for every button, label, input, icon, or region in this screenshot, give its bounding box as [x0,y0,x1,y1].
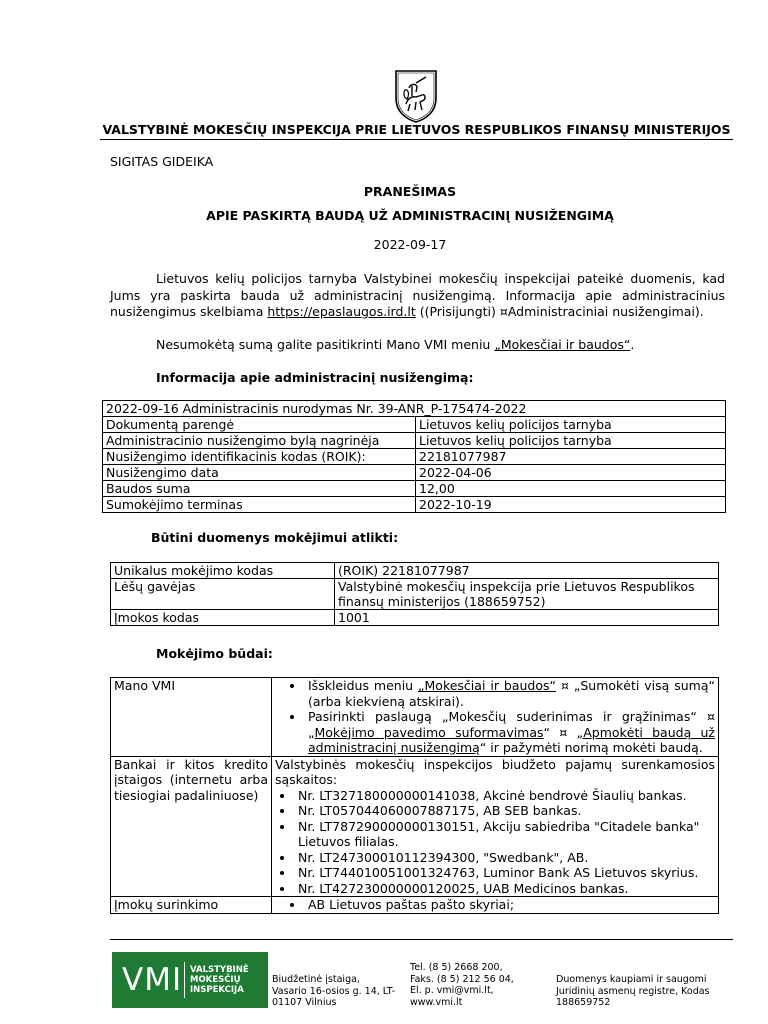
payment-heading: Būtini duomenys mokėjimui atlikti: [151,530,399,545]
epaslaugos-link[interactable]: https://epaslaugos.ird.lt [267,304,416,319]
intro-text: Lietuvos kelių policijos tarnyba Valstybinei mokesčių inspekcijai pateikė duomenis, kad Jums yra paskirta bauda už administracinį nusižengimą. Informacija apie administracinius nusižengimus skelbiama [110,271,725,319]
agency-name: VALSTYBINĖ MOKESČIŲ INSPEKCIJA PRIE LIETUVOS RESPUBLIKOS FINANSŲ MINISTERIJOS [102,122,731,137]
list-item: • Nr. LT787290000000130151, Akciju sabiedriba "Citadele banka" Lietuvos filialas. [295,819,715,850]
taxes-fines-menu-link[interactable]: „Mokesčiai ir baudos“ [418,678,557,693]
check-balance-text: Nesumokėtą sumą galite pasitikrinti Mano VMI meniu „Mokesčiai ir baudos“. [156,337,635,352]
list-item: • Nr. LT057044060007887175, AB SEB bankas. [295,803,715,819]
list-item: • Išskleidus meniu „Mokesčiai ir baudos“ ¤ „Sumokėti visą sumą“ (arba kiekvieną atskirai). [305,678,715,709]
taxes-fines-link[interactable]: „Mokesčiai ir baudos“ [494,337,631,352]
header-divider [100,139,733,140]
violation-info-table [102,400,726,513]
table-row [111,897,719,914]
list-item: • Nr. LT744010051001324763, Luminor Bank AS Lietuvos skyrius. [295,865,715,881]
footer-address: Biudžetinė įstaiga, Vasario 16-osios g. 14, LT- 01107 Vilnius [272,974,396,1008]
method-label-mano-vmi: Mano VMI [111,678,272,757]
table-row [111,678,719,757]
logo-text: VMI [122,962,183,998]
recipient-name: SIGITAS GIDEIKA [110,154,214,169]
footer-divider [110,939,733,940]
footer-contacts: Tel. (8 5) 2668 200, Faks. (8 5) 212 56 04, El. p. vmi@vmi.lt, www.vmi.lt [410,962,514,1008]
coat-of-arms-icon [392,68,440,124]
footer-registry: Duomenys kaupiami ir saugomi Juridinių asmenų registre, Kodas 188659752 [556,974,710,1008]
table-row: Įmokos kodas 1001 [111,610,719,626]
document-date: 2022-09-17 [373,237,447,252]
document-title: PRANEŠIMAS [363,184,457,199]
pay-fine-link[interactable]: „Apmokėti baudą už administracinį nusižengimą [308,724,715,755]
table-row: Nusižengimo identifikacinis kodas (ROIK): 22181077987 [103,449,726,465]
table-row: Sumokėjimo terminas 2022-10-19 [103,497,726,513]
table-header-row: 2022-09-16 Administracinis nurodymas Nr. 39-ANR_P-175474-2022 [103,401,726,417]
intro-tail: ((Prisijungti) ¤Administraciniai nusižengimai). [415,304,704,319]
table-row: Administracinio nusižengimo bylą nagrinėja Lietuvos kelių policijos tarnyba [103,433,726,449]
list-item: • Pasirinkti paslaugą „Mokesčių suderinimas ir grąžinimas“ ¤ „Mokėjimo pavedimo suformavimas“ ¤ „Apmokėti baudą už administracinį nusižengimą“ ir pažymėti norimą mokėti baudą. [305,709,715,756]
list-item: • Nr. LT327180000000141038, Akcinė bendrovė Šiaulių bankas. [295,788,715,804]
method-label-collection: Įmokų surinkimo [111,897,272,914]
list-item: • AB Lietuvos paštas pašto skyriai; [305,897,715,913]
payment-data-table [110,562,719,626]
list-item: • Nr. LT427230000000120025, UAB Medicinos bankas. [295,881,715,897]
logo-divider [184,962,185,998]
method-label-banks: Bankai ir kitos kredito įstaigos (internetu arba tiesiogiai padaliniuose) [111,756,272,897]
table-row: Dokumentą parengė Lietuvos kelių policijos tarnyba [103,417,726,433]
table-row: Baudos suma 12,00 [103,481,726,497]
table-row: Lėšų gavėjas Valstybinė mokesčių inspekcija prie Lietuvos Respublikos finansų ministerijos (188659752) [111,579,719,610]
logo-caption: VALSTYBINĖ MOKESČIŲ INSPEKCIJA [190,965,249,995]
list-item: • Nr. LT247300010112394300, "Swedbank", AB. [295,850,715,866]
intro-paragraph [110,271,725,321]
vmi-logo [112,952,268,1008]
table-row [111,756,719,897]
table-row: Nusižengimo data 2022-04-06 [103,465,726,481]
table-row: Unikalus mokėjimo kodas (ROIK) 22181077987 [111,563,719,579]
methods-heading: Mokėjimo būdai: [156,646,273,661]
payment-methods-table [110,677,719,914]
info-heading: Informacija apie administracinį nusižengimą: [156,370,474,385]
payment-order-link[interactable]: Mokėjimo pavedimo suformavimas [314,724,544,740]
banks-intro: Valstybinės mokesčių inspekcijos biudžeto pajamų surenkamosios sąskaitos: [275,756,715,787]
document-subtitle: APIE PASKIRTĄ BAUDĄ UŽ ADMINISTRACINĮ NUSIŽENGIMĄ [206,208,614,223]
